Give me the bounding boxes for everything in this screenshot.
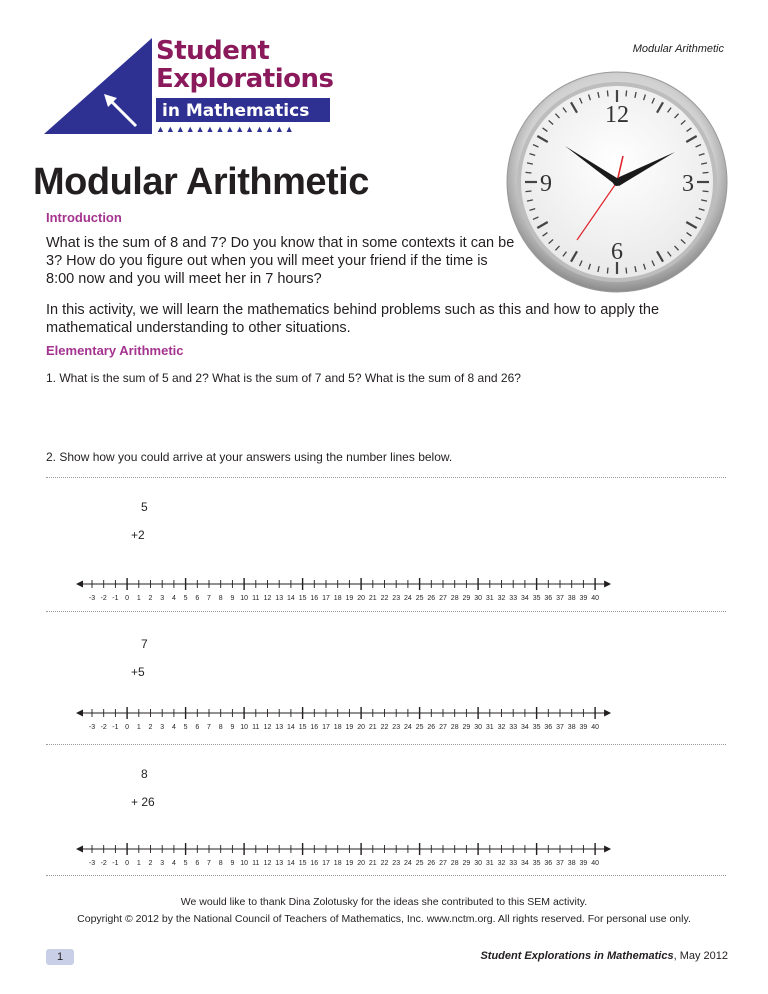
logo-word-in-mathematics: in Mathematics <box>162 101 310 121</box>
problem-2-addend: 7 <box>141 637 148 651</box>
number-line-tick-label: 14 <box>287 595 295 602</box>
number-line-tick-label: 32 <box>497 860 506 867</box>
number-line-tick-label: 14 <box>287 724 295 731</box>
number-line-tick-label: 26 <box>427 595 436 602</box>
number-line-tick-label: 29 <box>462 595 471 602</box>
number-line-tick-label: 28 <box>450 595 459 602</box>
number-line-tick-label: 3 <box>160 595 165 602</box>
number-line-tick-label: 18 <box>333 860 342 867</box>
number-line-tick-label: 4 <box>171 595 176 602</box>
number-line-tick-label: 24 <box>404 860 412 867</box>
number-line-tick-label: 26 <box>427 724 436 731</box>
question-1: 1. What is the sum of 5 and 2? What is the sum of 7 and 5? What is the sum of 8 and 26? <box>46 371 521 385</box>
number-line-tick-label: 36 <box>544 724 553 731</box>
number-line-tick-label: 33 <box>509 860 518 867</box>
number-line-tick-label: 11 <box>252 724 260 731</box>
number-line-tick-label: 15 <box>298 724 307 731</box>
clock-numeral-9: 9 <box>540 171 552 197</box>
number-line-tick-label: 5 <box>183 595 188 602</box>
number-line-tick-label: 8 <box>218 724 223 731</box>
number-line-tick-label: 31 <box>485 595 494 602</box>
number-line-tick-label: 35 <box>532 860 541 867</box>
number-line-tick-label: 11 <box>252 860 260 867</box>
number-line-tick-label: 10 <box>240 595 248 602</box>
number-line-tick-label: 19 <box>345 595 354 602</box>
number-line-tick-label: 3 <box>160 860 165 867</box>
number-line-tick-label: 35 <box>532 724 541 731</box>
number-line-tick-label: 24 <box>404 724 412 731</box>
number-line-tick-label: 9 <box>230 724 235 731</box>
number-line-tick-label: 0 <box>125 724 130 731</box>
number-line-tick-label: 20 <box>357 860 365 867</box>
number-line-tick-label: 15 <box>298 595 307 602</box>
number-line-tick-label: 27 <box>439 860 447 867</box>
running-title: Modular Arithmetic <box>632 43 724 55</box>
number-line-tick-label: 11 <box>252 595 260 602</box>
right-arrow-icon <box>604 710 611 717</box>
introduction-text: What is the sum of 8 and 7? Do you know that in some contexts it can be 3? How do you figure out when you will meet your friend if the time is 8:00 now and you will meet her in 7 hours? <box>46 235 515 287</box>
number-line-tick-label: 29 <box>462 860 471 867</box>
number-line-tick-label: 24 <box>404 595 412 602</box>
number-line-tick-label: 37 <box>556 595 564 602</box>
left-arrow-icon <box>76 846 83 853</box>
number-line-tick-label: 20 <box>357 724 365 731</box>
number-line-tick-label: 5 <box>183 860 188 867</box>
number-line-tick-label: -1 <box>112 724 119 731</box>
number-line-tick-label: 40 <box>591 860 599 867</box>
number-line-tick-label: 13 <box>275 724 284 731</box>
clock-numeral-6: 6 <box>611 239 623 265</box>
problem-3-increment: + 26 <box>131 795 155 809</box>
number-line-tick-label: 16 <box>310 595 319 602</box>
number-line-tick-label: -2 <box>100 595 107 602</box>
number-line-tick-label: 36 <box>544 595 553 602</box>
number-line-tick-label: 4 <box>171 724 176 731</box>
number-line-tick-label: 34 <box>521 724 529 731</box>
number-line-tick-label: 38 <box>567 860 576 867</box>
number-line-tick-label: 10 <box>240 724 248 731</box>
number-line-3 <box>78 839 628 875</box>
number-line-tick-label: 7 <box>207 595 211 602</box>
number-line-tick-label: 38 <box>567 724 576 731</box>
number-line-tick-label: 21 <box>368 595 377 602</box>
number-line-tick-label: 15 <box>298 860 307 867</box>
number-line-tick-label: 13 <box>275 595 284 602</box>
number-line-tick-label: 33 <box>509 595 518 602</box>
question-2: 2. Show how you could arrive at your answers using the number lines below. <box>46 450 453 464</box>
logo-word-student: Student <box>156 36 270 66</box>
number-line-tick-label: 9 <box>230 595 235 602</box>
clock-numeral-12: 12 <box>605 102 629 128</box>
divider <box>46 477 726 478</box>
number-line-tick-label: 12 <box>263 860 272 867</box>
number-line-tick-label: 2 <box>148 860 153 867</box>
number-line-tick-label: 18 <box>333 724 342 731</box>
number-line-tick-label: 21 <box>368 724 377 731</box>
problem-2-increment: +5 <box>131 665 145 679</box>
logo-triangle-icon <box>44 36 156 136</box>
divider <box>46 875 726 876</box>
number-line-tick-label: 21 <box>368 860 377 867</box>
number-line-tick-label: 28 <box>450 860 459 867</box>
number-line-tick-label: 32 <box>497 595 506 602</box>
elementary-arithmetic-heading: Elementary Arithmetic <box>46 343 184 358</box>
left-arrow-icon <box>76 581 83 588</box>
logo-triangle-row: ▲▲▲▲▲▲▲▲▲▲▲▲▲▲ <box>156 124 295 134</box>
logo-word-explorations: Explorations <box>156 64 334 94</box>
number-line-tick-label: 8 <box>218 595 223 602</box>
divider <box>46 611 726 612</box>
number-line-tick-label: 12 <box>263 724 272 731</box>
copyright-notice: Copyright © 2012 by the National Council of Teachers of Mathematics, Inc. www.nctm.org. All rights reserved. For personal use only. <box>77 913 691 925</box>
right-arrow-icon <box>604 846 611 853</box>
number-line-tick-label: -1 <box>112 860 119 867</box>
number-line-tick-label: 5 <box>183 724 188 731</box>
number-line-tick-label: 13 <box>275 860 284 867</box>
number-line-tick-label: 34 <box>521 860 529 867</box>
number-line-tick-label: 1 <box>136 595 141 602</box>
problem-1-addend: 5 <box>141 500 148 514</box>
number-line-tick-label: 37 <box>556 724 564 731</box>
number-line-tick-label: 16 <box>310 860 319 867</box>
number-line-tick-label: 36 <box>544 860 553 867</box>
number-line-tick-label: 30 <box>474 724 482 731</box>
number-line-tick-label: 26 <box>427 860 436 867</box>
number-line-tick-label: 31 <box>485 724 494 731</box>
number-line-tick-label: 6 <box>195 724 200 731</box>
number-line-tick-label: 34 <box>521 595 529 602</box>
number-line-tick-label: 30 <box>474 595 482 602</box>
number-line-tick-label: 39 <box>579 724 588 731</box>
clock-icon <box>505 70 730 295</box>
number-line-tick-label: 1 <box>136 724 141 731</box>
number-line-tick-label: 17 <box>322 595 330 602</box>
problem-1-increment: +2 <box>131 528 145 542</box>
number-line-tick-label: 1 <box>136 860 141 867</box>
divider <box>46 744 726 745</box>
number-line-tick-label: 0 <box>125 860 130 867</box>
number-line-tick-label: -2 <box>100 724 107 731</box>
sem-logo <box>44 36 334 136</box>
acknowledgement: We would like to thank Dina Zolotusky for the ideas she contributed to this SEM activity. <box>180 896 588 908</box>
introduction-heading: Introduction <box>46 210 122 225</box>
number-line-tick-label: 17 <box>322 724 330 731</box>
number-line-tick-label: 0 <box>125 595 130 602</box>
number-line-tick-label: 33 <box>509 724 518 731</box>
number-line-tick-label: 7 <box>207 860 211 867</box>
number-line-tick-label: 22 <box>380 724 389 731</box>
publication-date: , May 2012 <box>673 950 728 962</box>
number-line-tick-label: 22 <box>380 860 389 867</box>
number-line-tick-label: 23 <box>392 724 401 731</box>
number-line-tick-label: 14 <box>287 860 295 867</box>
number-line-tick-label: 25 <box>415 724 424 731</box>
number-line-tick-label: 25 <box>415 860 424 867</box>
number-line-tick-label: 27 <box>439 724 447 731</box>
number-line-tick-label: 39 <box>579 595 588 602</box>
number-line-2 <box>78 703 628 739</box>
number-line-tick-label: 35 <box>532 595 541 602</box>
number-line-tick-label: 32 <box>497 724 506 731</box>
number-line-tick-label: -3 <box>88 724 96 731</box>
left-arrow-icon <box>76 710 83 717</box>
number-line-tick-label: -2 <box>100 860 107 867</box>
number-line-tick-label: 38 <box>567 595 576 602</box>
number-line-tick-label: 8 <box>218 860 223 867</box>
number-line-tick-label: 12 <box>263 595 272 602</box>
number-line-tick-label: 2 <box>148 724 153 731</box>
page-title: Modular Arithmetic <box>33 161 369 203</box>
clock-numeral-3: 3 <box>682 171 694 197</box>
number-line-tick-label: 10 <box>240 860 248 867</box>
number-line-tick-label: 23 <box>392 595 401 602</box>
number-line-tick-label: 27 <box>439 595 447 602</box>
number-line-tick-label: 18 <box>333 595 342 602</box>
number-line-tick-label: 39 <box>579 860 588 867</box>
number-line-tick-label: 7 <box>207 724 211 731</box>
number-line-tick-label: -3 <box>88 860 96 867</box>
number-line-tick-label: 29 <box>462 724 471 731</box>
number-line-tick-label: 40 <box>591 724 599 731</box>
number-line-tick-label: 22 <box>380 595 389 602</box>
number-line-tick-label: 28 <box>450 724 459 731</box>
publication-credit <box>480 950 728 962</box>
number-line-tick-label: 17 <box>322 860 330 867</box>
number-line-tick-label: 25 <box>415 595 424 602</box>
number-line-tick-label: 37 <box>556 860 564 867</box>
number-line-tick-label: 9 <box>230 860 235 867</box>
number-line-tick-label: 4 <box>171 860 176 867</box>
intro-paragraph: In this activity, we will learn the mathematics behind problems such as this and how to apply the mathematical understanding to other situations. <box>46 302 660 336</box>
problem-3-addend: 8 <box>141 767 148 781</box>
number-line-tick-label: 31 <box>485 860 494 867</box>
number-line-tick-label: 40 <box>591 595 599 602</box>
number-line-tick-label: 19 <box>345 860 354 867</box>
number-line-tick-label: 2 <box>148 595 153 602</box>
publication-title: Student Explorations in Mathematics <box>480 950 674 962</box>
number-line-tick-label: 30 <box>474 860 482 867</box>
number-line-tick-label: 6 <box>195 860 200 867</box>
number-line-tick-label: 3 <box>160 724 165 731</box>
number-line-tick-label: 20 <box>357 595 365 602</box>
number-line-tick-label: -3 <box>88 595 96 602</box>
right-arrow-icon <box>604 581 611 588</box>
number-line-tick-label: 6 <box>195 595 200 602</box>
number-line-tick-label: 16 <box>310 724 319 731</box>
number-line-1 <box>78 574 628 610</box>
number-line-tick-label: -1 <box>112 595 119 602</box>
number-line-tick-label: 23 <box>392 860 401 867</box>
number-line-tick-label: 19 <box>345 724 354 731</box>
page-number: 1 <box>46 949 74 965</box>
